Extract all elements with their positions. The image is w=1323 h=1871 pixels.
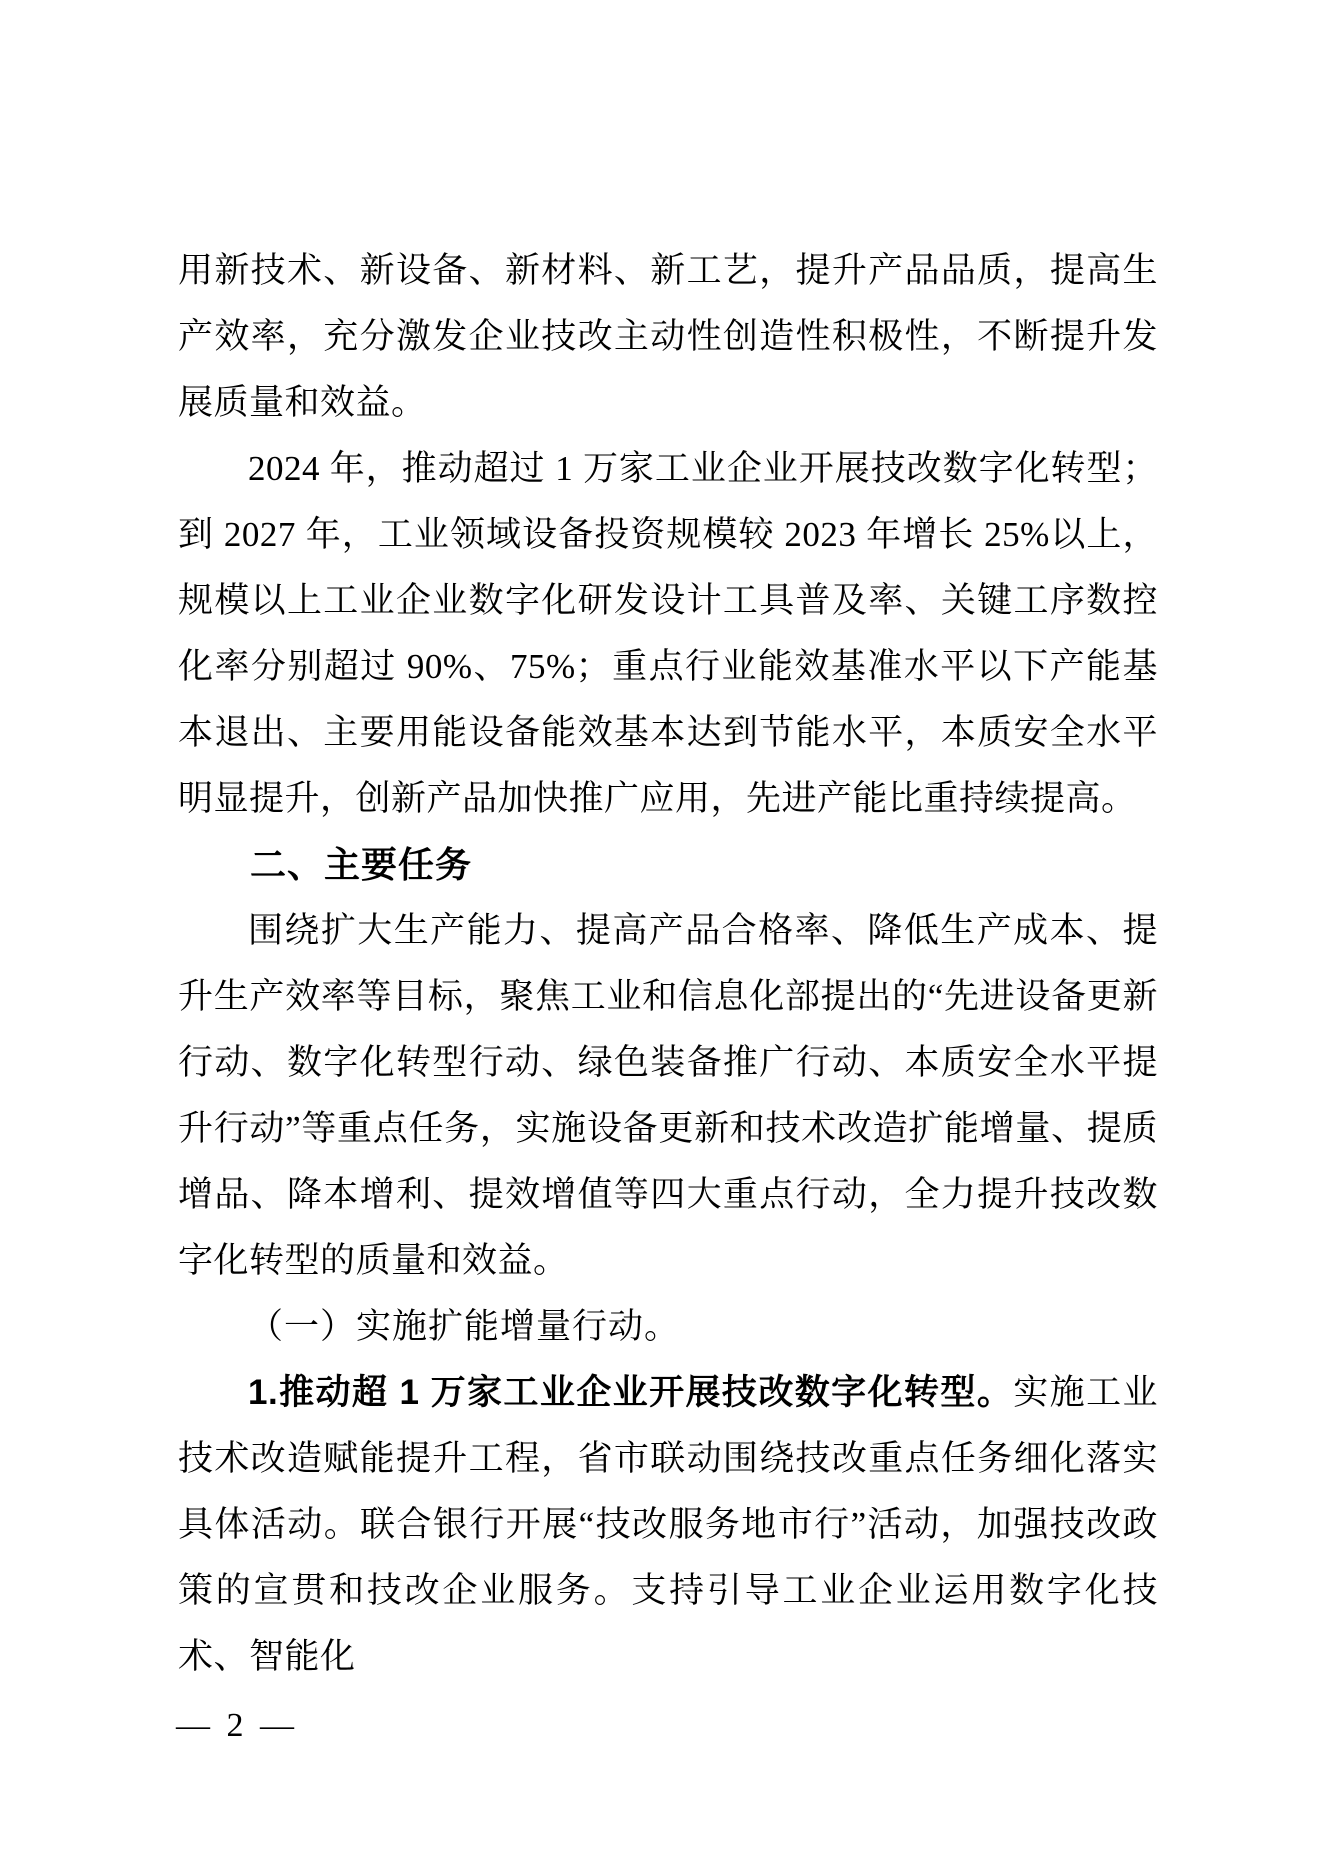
paragraph-tasks-overview: 围绕扩大生产能力、提高产品合格率、降低生产成本、提升生产效率等目标，聚焦工业和信息化部提出的“先进设备更新行动、数字化转型行动、绿色装备推广行动、本质安全水平提升行动”等重点任务，实施设备更新和技术改造扩能增量、提质增品、降本增利、提效增值等四大重点行动，全力提升技改数字化转型的质量和效益。 xyxy=(178,911,1158,1280)
subsection-heading-action-one: （一）实施扩能增量行动。 xyxy=(248,1307,681,1346)
section-heading-main-tasks: 二、主要任务 xyxy=(250,844,473,885)
action-one-body-text: 实施工业技术改造赋能提升工程，省市联动围绕技改重点任务细化落实具体活动。联合银行开展“技改服务地市行”活动，加强技改政策的宣贯和技改企业服务。支持引导工业企业运用数字化技术、智能化 xyxy=(178,1373,1158,1676)
paragraph-action-one xyxy=(178,1360,1158,1690)
document-body xyxy=(178,238,1158,1690)
paragraph-goals-2024-2027: 2024 年，推动超过 1 万家工业企业开展技改数字化转型；到 2027 年，工业领域设备投资规模较 2023 年增长 25%以上，规模以上工业企业数字化研发设计工具普及率、关键工序数控化率分别超过 90%、75%；重点行业能效基准水平以下产能基本退出、主要用能设备能效基本达到节能水平，本质安全水平明显提升，创新产品加快推广应用，先进产能比重持续提高。 xyxy=(178,449,1158,818)
page-number: — 2 — xyxy=(176,1707,298,1744)
paragraph-continuation: 用新技术、新设备、新材料、新工艺，提升产品品质，提高生产效率，充分激发企业技改主动性创造性积极性，不断提升发展质量和效益。 xyxy=(178,251,1158,422)
action-one-bold-lead: 1.推动超 1 万家工业企业开展技改数字化转型。 xyxy=(248,1373,1014,1412)
